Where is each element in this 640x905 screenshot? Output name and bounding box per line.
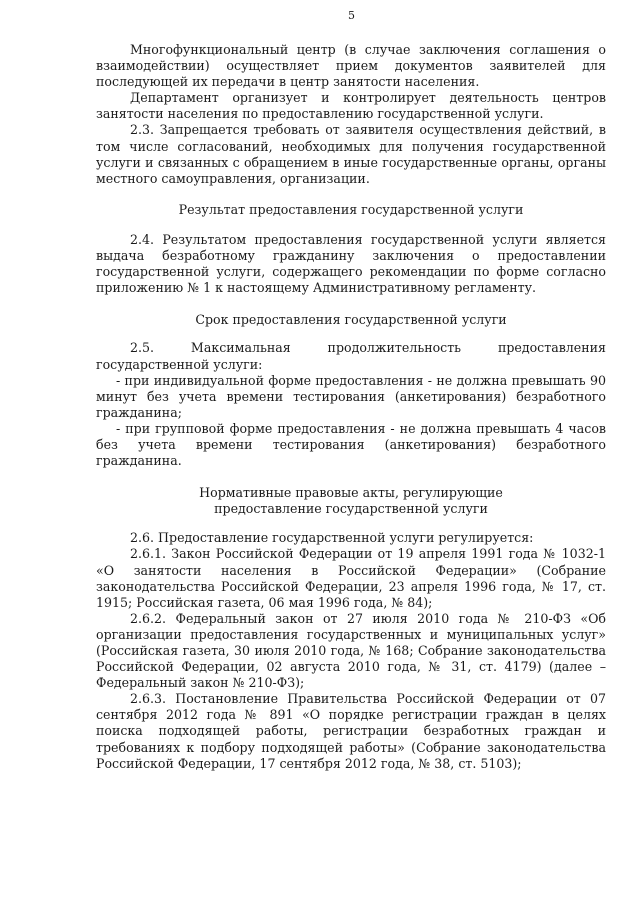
paragraph-2-6-3: 2.6.3. Постановление Правительства Российской Федерации от 07 сентября 2012 года № 891 «О порядке регистрации граждан в целях поиска подходящей работы, регистрации безработных граждан и требованиях к подбору подходящей работы» (Собрание законодательства Российской Федерации, 17 сентября 2012 года, № 38, ст. 5103); <box>96 691 606 771</box>
paragraph-2-6-1: 2.6.1. Закон Российской Федерации от 19 апреля 1991 года № 1032-1 «О занятости населения в Российской Федерации» (Собрание законодательства Российской Федерации, 23 апреля 1996 года, № 17, ст. 1915; Российская газета, 06 мая 1996 года, № 84); <box>96 546 606 610</box>
document-body <box>96 42 606 772</box>
paragraph-2-6: 2.6. Предоставление государственной услуги регулируется: <box>130 530 534 546</box>
heading-normative-acts-line2: предоставление государственной услуги <box>214 501 488 517</box>
heading-term: Срок предоставления государственной услуги <box>195 312 507 328</box>
paragraph-2-5: 2.5. Максимальная продолжительность предоставления государственной услуги: <box>96 340 606 372</box>
list-item-individual: - при индивидуальной форме предоставления - не должна превышать 90 минут без учета времени тестирования (анкетирования) безработного гражданина; <box>96 372 606 420</box>
heading-normative-acts-line1: Нормативные правовые акты, регулирующие <box>199 485 503 501</box>
paragraph-2-4: 2.4. Результатом предоставления государственной услуги является выдача безработному гражданину заключения о предоставлении государственной услуги, содержащего рекомендации по форме согласно приложению № 1 к настоящему Административному регламенту. <box>96 231 606 296</box>
paragraph-2-3: 2.3. Запрещается требовать от заявителя осуществления действий, в том числе согласований, необходимых для получения государственной услуги и связанных с обращением в иные государственные органы, органы местного самоуправления, организации. <box>96 122 606 186</box>
paragraph-department: Департамент организует и контролирует деятельность центров занятости населения по предоставлению государственной услуги. <box>96 90 606 122</box>
page-number: 5 <box>348 9 355 22</box>
paragraph-mfc: Многофункциональный центр (в случае заключения соглашения о взаимодействии) осуществляет прием документов заявителей для последующей их передачи в центр занятости населения. <box>96 42 606 90</box>
list-item-group: - при групповой форме предоставления - не должна превышать 4 часов без учета времени тестирования (анкетирования) безработного гражданина. <box>96 420 606 469</box>
document-page <box>96 0 606 905</box>
heading-result: Результат предоставления государственной услуги <box>178 201 524 217</box>
paragraph-2-6-2: 2.6.2. Федеральный закон от 27 июля 2010 года № 210-ФЗ «Об организации предоставления государственных и муниципальных услуг» (Российская газета, 30 июля 2010 года, № 168; Собрание законодательства Российской Федерации, 02 августа 2010 года, № 31, ст. 4179) (далее – Федеральный закон № 210-ФЗ); <box>96 610 606 691</box>
heading-normative-acts <box>96 485 606 517</box>
